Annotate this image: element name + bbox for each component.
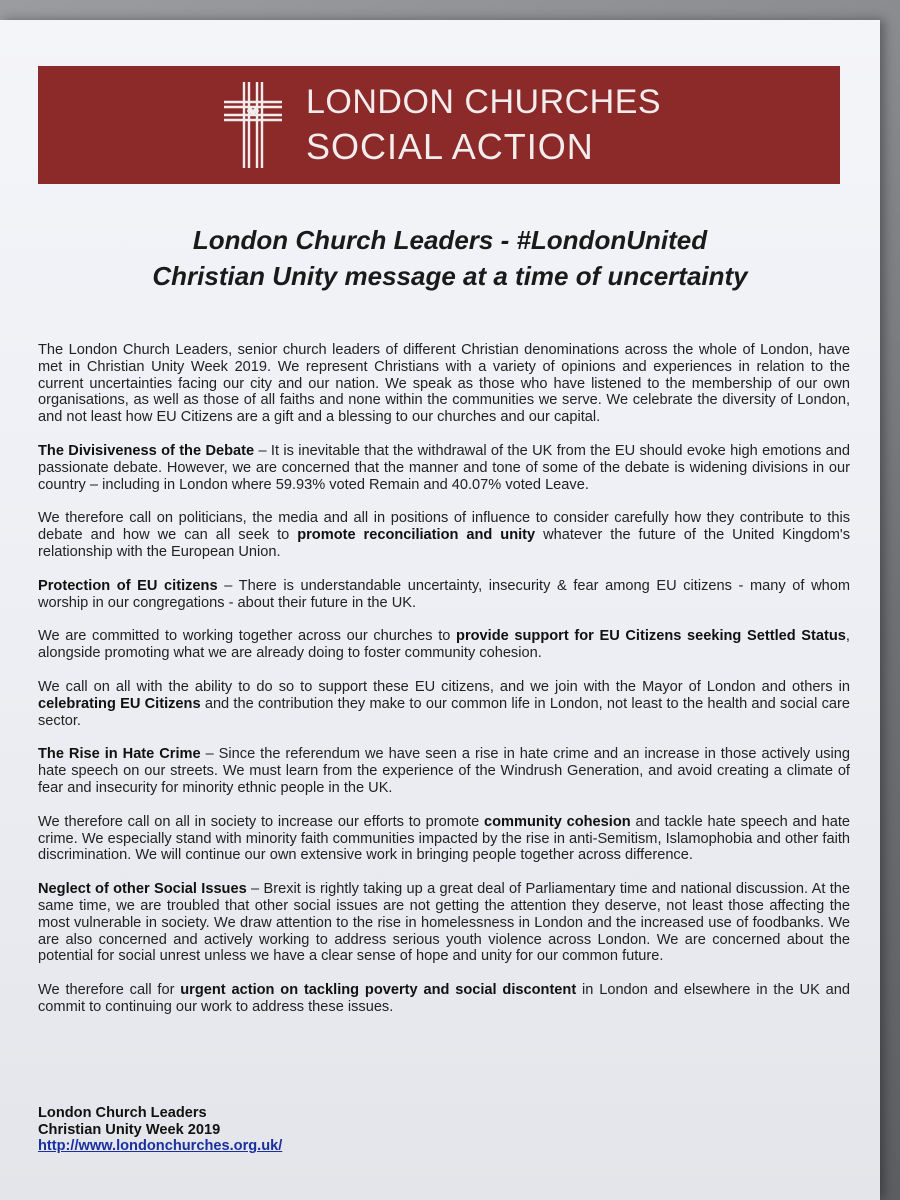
paragraph-text: We call on all with the ability to do so to support these EU citizens, and we join with the Mayor of London and others in [38, 678, 850, 695]
paragraph-poverty [38, 982, 850, 1016]
paragraph-text: , alongside promoting what we are already doing to foster community cohesion. [38, 628, 850, 662]
header-banner [38, 66, 840, 184]
banner-line-2: SOCIAL ACTION [306, 126, 594, 167]
website-link[interactable]: http://www.londonchurches.org.uk/ [38, 1138, 283, 1154]
paragraph-text: We therefore call for [38, 982, 181, 999]
paragraph-text: – There is understandable uncertainty, insecurity & fear among EU citizens - many of whom worship in our congregations - about their future in the UK. [38, 577, 850, 611]
banner-line-1: LONDON CHURCHES [306, 83, 662, 121]
signature-block [38, 1105, 538, 1155]
paragraph-text: – Since the referendum we have seen a rise in hate crime and an increase in those actively using hate speech on our streets. We must learn from the experience of the Windrush Generation, and avoid creating a climate of fear and insecurity for minority ethnic people in the UK. [38, 746, 850, 796]
paragraph-eu-citizens [38, 578, 850, 612]
emphasis: promote reconciliation and unity [297, 527, 536, 544]
paragraph-intro: The London Church Leaders, senior church leaders of different Christian denominations across the whole of London, have met in Christian Unity Week 2019. We represent Christians with a variety of opinions and experiences in relation to the current uncertainties facing our city and our nation. We speak as those who have listened to the membership of our own organisations, as well as those of all faiths and none within the communities we serve. We celebrate the diversity of London, and not least how EU Citizens are a gift and a blessing to our churches and our capital. [38, 342, 850, 426]
title-line-1: London Church Leaders - #LondonUnited [192, 225, 708, 255]
paragraph-hate-crime [38, 746, 850, 796]
document-title [0, 222, 900, 294]
section-heading: The Rise in Hate Crime [38, 746, 201, 763]
paragraph-text: and the contribution they make to our common life in London, not least to the health and social care sector. [38, 695, 850, 729]
paragraph-text: We therefore call on all in society to increase our efforts to promote [38, 813, 484, 830]
paragraph-text: – It is inevitable that the withdrawal of the UK from the EU should evoke high emotions and passionate debate. However, we are concerned that the manner and tone of some of the debate is widening divisions in our country – including in London where 59.93% voted Remain and 40.07% voted Leave. [38, 442, 850, 493]
signature-line-2: Christian Unity Week 2019 [38, 1121, 221, 1138]
paragraph-text: – Brexit is rightly taking up a great deal of Parliamentary time and national discussion. At the same time, we are troubled that other social issues are not getting the attention they deserve, not least those affecting the most vulnerable in society. We draw attention to the rise in homelessness in London and the increased use of foodbanks. We are also concerned and actively working to address serious youth violence across London. We are concerned about the potential for social unrest unless we have a clear sense of hope and unity for our common future. [38, 881, 850, 965]
paragraph-social-issues [38, 881, 850, 965]
paragraph-celebrating [38, 679, 850, 729]
emphasis: provide support for EU Citizens seeking Settled Status [456, 628, 846, 645]
paragraph-text: We therefore call on politicians, the media and all in positions of influence to consider carefully how they contribute to this debate and how we can all seek to [38, 510, 850, 544]
paragraph-text: We are committed to working together across our churches to [38, 628, 457, 645]
signature-line-1: London Church Leaders [38, 1105, 207, 1121]
section-heading: Protection of EU citizens [38, 577, 218, 594]
organisation-name [306, 80, 661, 170]
cross-logo-icon [222, 80, 284, 170]
paragraph-settled-status [38, 628, 850, 662]
emphasis: celebrating EU Citizens [38, 695, 201, 712]
paragraph-reconciliation [38, 510, 850, 560]
paragraph-text: in London and elsewhere in the UK and commit to continuing our work to address these issues. [38, 982, 850, 1015]
paragraph-cohesion [38, 814, 850, 864]
section-heading: The Divisiveness of the Debate [38, 442, 255, 459]
title-line-2: Christian Unity message at a time of uncertainty [152, 261, 748, 291]
emphasis: urgent action on tackling poverty and social discontent [180, 982, 577, 999]
emphasis: community cohesion [484, 813, 631, 830]
section-heading: Neglect of other Social Issues [38, 881, 247, 898]
paragraph-divisiveness [38, 443, 850, 493]
paragraph-text: whatever the future of the United Kingdom's relationship with the European Union. [38, 527, 850, 560]
letter-body [38, 342, 850, 1033]
paragraph-text: and tackle hate speech and hate crime. We especially stand with minority faith communities impacted by the rise in anti-Semitism, Islamophobia and other faith discrimination. We will continue our own extensive work in bringing people together across difference. [38, 813, 851, 864]
